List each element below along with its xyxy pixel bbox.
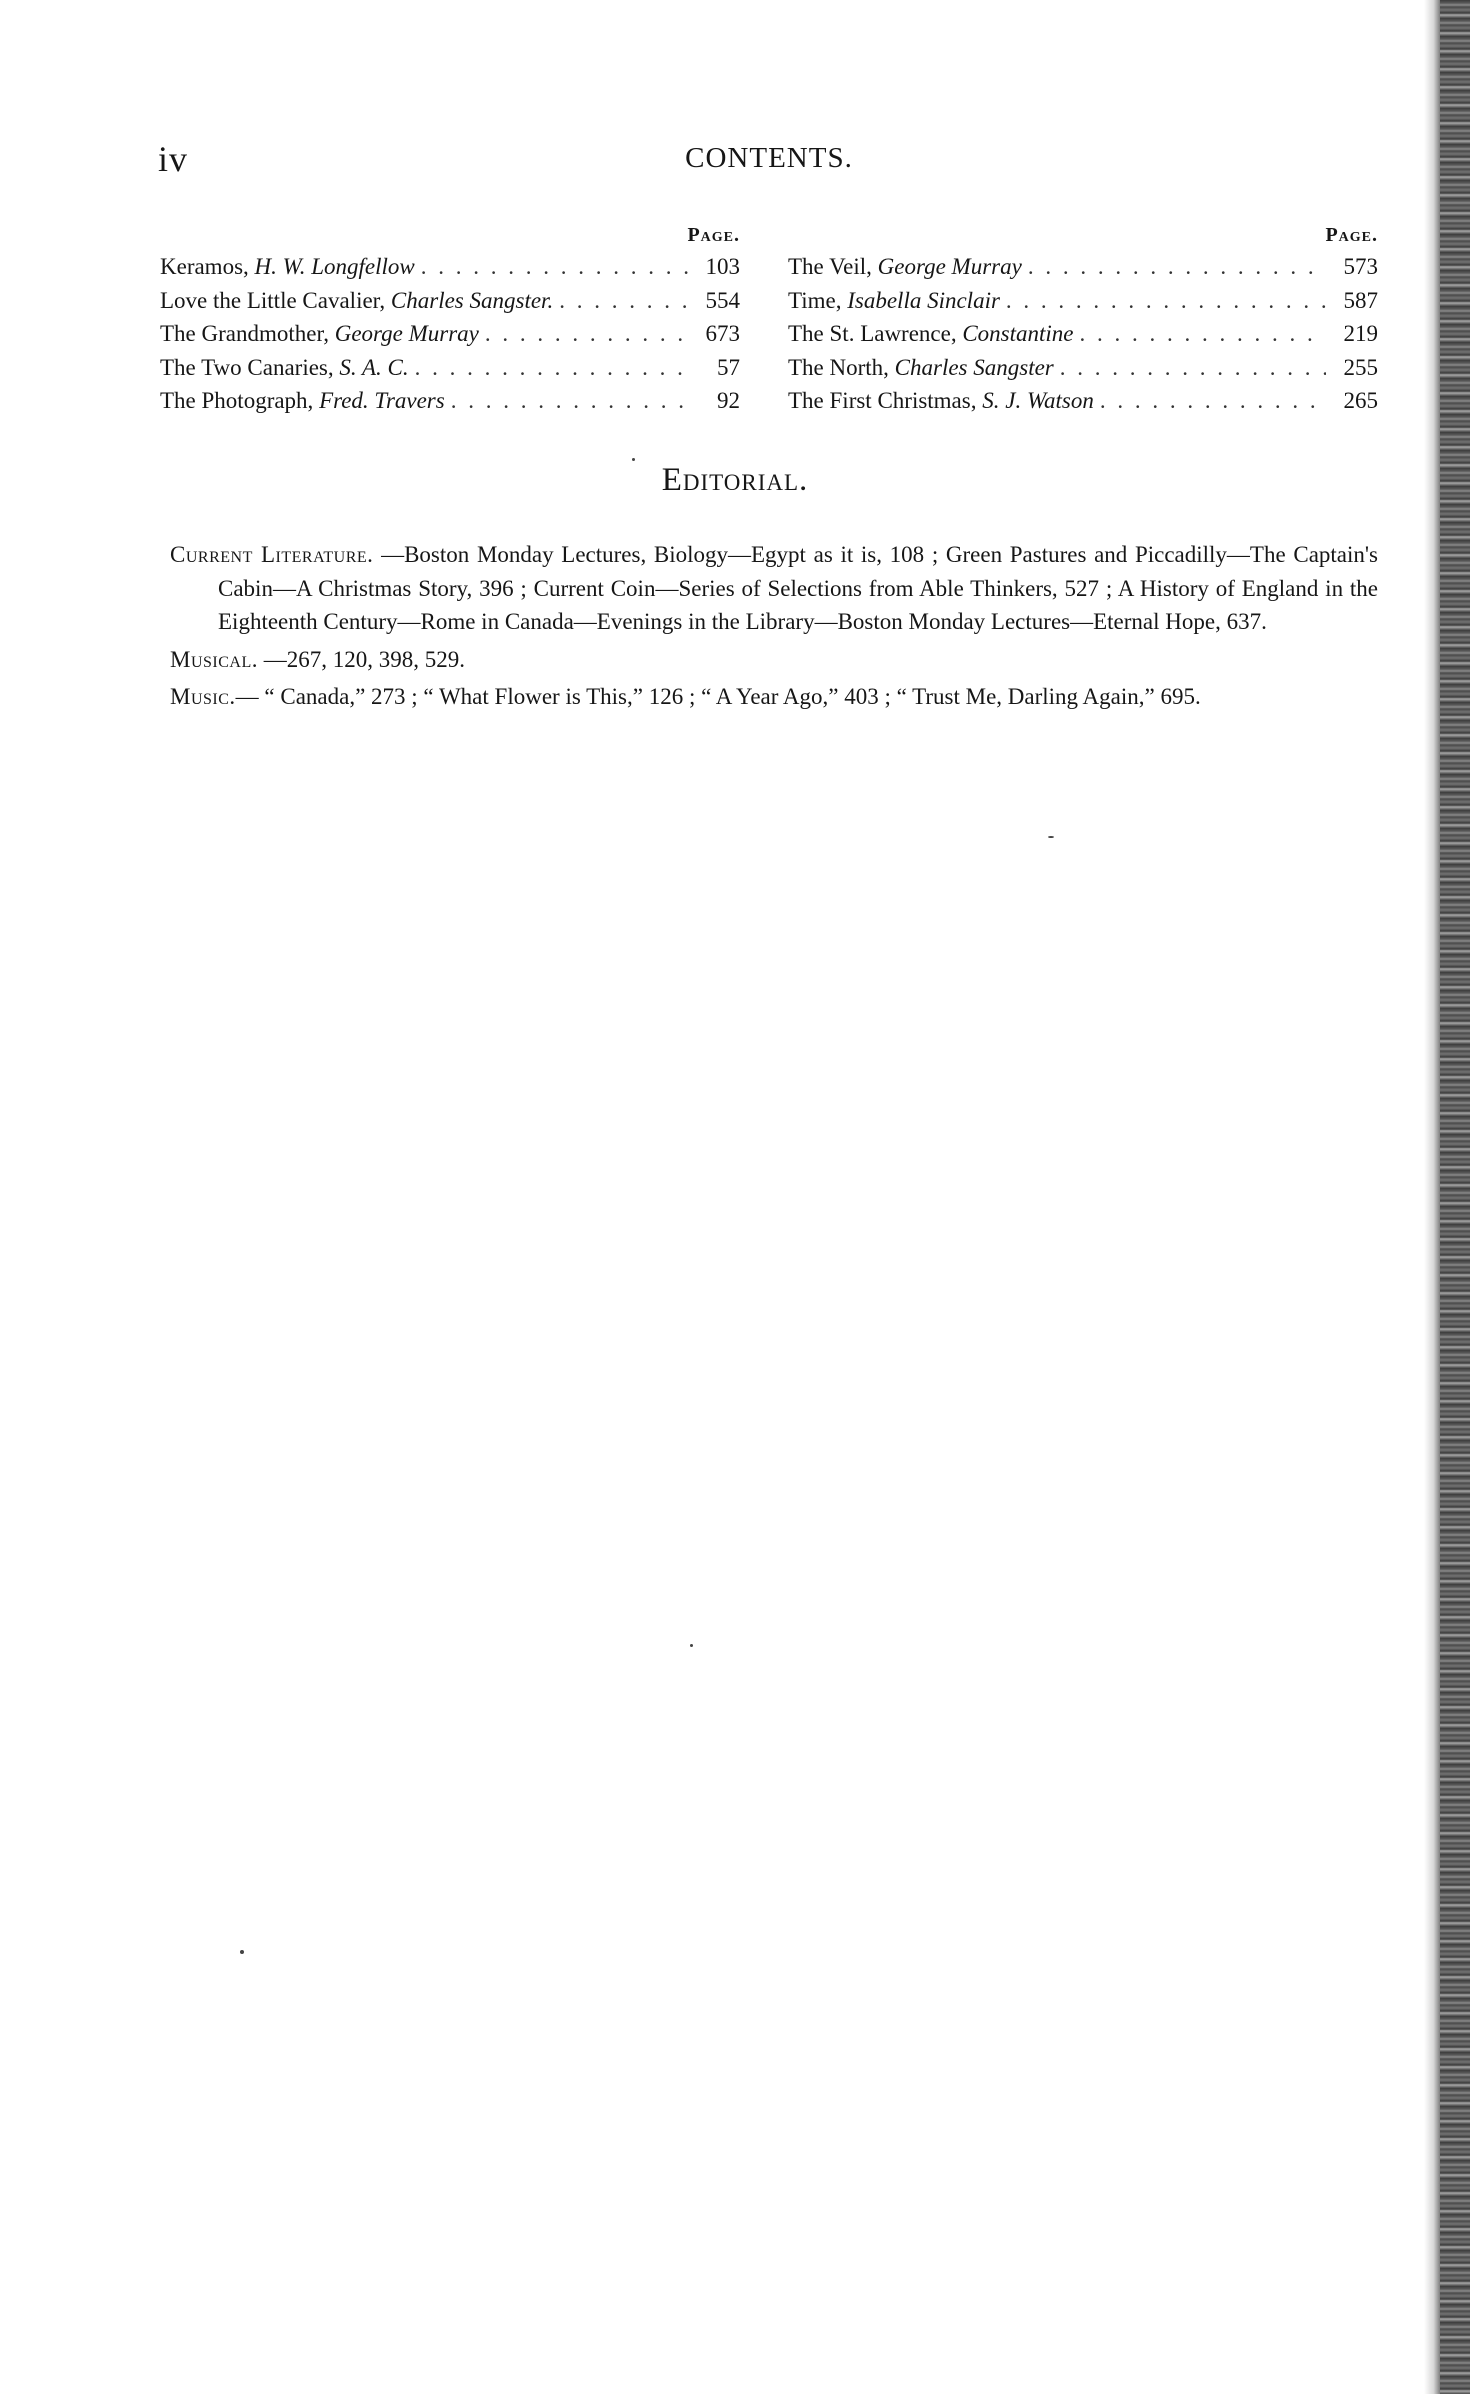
- entry-title: [788, 355, 1054, 381]
- entry-page-number: 587: [1343, 287, 1378, 313]
- entry-page-number: 554: [705, 287, 740, 313]
- entry-title: [788, 321, 1074, 347]
- leader-dots: [559, 288, 688, 314]
- contents-entry: [160, 321, 740, 355]
- entry-page-number: 573: [1343, 254, 1378, 279]
- contents-entry: [160, 388, 740, 422]
- editorial-entry-text: —Boston Monday Lectures, Biology—Egypt as it is, 108 ; Green Pastures and Piccadilly—The Captain's Cabin—A Christmas Story, 396 ; Current Coin—Series of Selections from Able Thinkers, 527 ; A History of England in the Eighteenth Century—Rome in Canada—Evenings in the Library—Boston Monday Lectures—Eternal Hope, 637.: [218, 542, 1378, 634]
- contents-list-left: [160, 254, 740, 422]
- leader-dots: [421, 254, 688, 280]
- leader-dots: [1060, 355, 1326, 381]
- entry-title: [160, 254, 415, 280]
- entry-title: [788, 254, 1022, 280]
- entry-work-title: The Photograph,: [160, 388, 320, 413]
- editorial-entry: [170, 680, 1378, 714]
- entry-author: Charles Sangster.: [390, 287, 554, 313]
- contents-entry: [788, 288, 1378, 322]
- leader-dots: [451, 388, 688, 414]
- leader-dots: [1006, 288, 1326, 314]
- leader-dots: [1028, 254, 1326, 280]
- contents-entry: [788, 355, 1378, 389]
- entry-work-title: Keramos,: [160, 254, 255, 279]
- editorial-body: [170, 538, 1378, 718]
- scan-speck: [240, 1950, 244, 1954]
- contents-entry: [788, 388, 1378, 422]
- section-heading-editorial: Editorial.: [661, 462, 809, 498]
- contents-column-left: [160, 224, 740, 422]
- page-column-label: Page.: [687, 224, 740, 246]
- contents-column-right: [788, 224, 1378, 422]
- entry-work-title: Time,: [788, 287, 848, 313]
- page-header: [158, 138, 1380, 188]
- contents-entry: [788, 321, 1378, 355]
- entry-page-number: 219: [1343, 321, 1378, 346]
- entry-author: Isabella Sinclair: [847, 287, 1000, 313]
- leader-dots: [1100, 388, 1326, 414]
- scan-speck: [1048, 836, 1054, 838]
- entry-work-title: The St. Lawrence,: [788, 321, 963, 346]
- entry-title: [788, 288, 1000, 314]
- entry-author: S. A. C.: [339, 354, 409, 380]
- entry-work-title: The Veil,: [788, 254, 878, 279]
- contents-entry: [160, 288, 740, 322]
- editorial-entry: [170, 538, 1378, 639]
- entry-title: [160, 388, 445, 414]
- leader-dots: [415, 355, 688, 381]
- contents-entry: [788, 254, 1378, 288]
- entry-work-title: Love the Little Cavalier,: [160, 287, 391, 313]
- editorial-entry-heading: Current Literature.: [170, 542, 374, 567]
- entry-author: George Murray: [334, 321, 479, 346]
- editorial-entry: [170, 643, 1378, 677]
- contents-list-right: [788, 254, 1378, 422]
- contents-entry: [160, 355, 740, 389]
- entry-author: Fred. Travers: [319, 388, 445, 413]
- leader-dots: [1080, 321, 1326, 347]
- entry-title: [160, 321, 479, 347]
- entry-page-number: 255: [1343, 354, 1378, 380]
- page-column-label: Page.: [1325, 224, 1378, 246]
- leader-dots: [485, 321, 688, 347]
- entry-work-title: The Grandmother,: [160, 321, 335, 346]
- scan-speck: [632, 458, 635, 461]
- page-number: iv: [158, 139, 189, 179]
- page-title: CONTENTS.: [685, 142, 853, 174]
- entry-page-number: 92: [717, 388, 740, 413]
- entry-work-title: The Two Canaries,: [160, 354, 340, 380]
- entry-author: Constantine: [962, 321, 1074, 346]
- contents-entry: [160, 254, 740, 288]
- entry-page-number: 103: [705, 254, 740, 279]
- editorial-entry-text: — “ Canada,” 273 ; “ What Flower is This,” 126 ; “ A Year Ago,” 403 ; “ Trust Me, Darling Again,” 695.: [235, 684, 1201, 709]
- entry-author: Charles Sangster: [894, 354, 1054, 380]
- entry-title: [160, 288, 553, 314]
- entry-page-number: 57: [717, 354, 740, 380]
- entry-work-title: The North,: [788, 354, 895, 380]
- scan-binding-edge: [1440, 0, 1470, 2394]
- entry-author: H. W. Longfellow: [254, 254, 415, 279]
- editorial-entry-heading: Music.: [170, 684, 236, 709]
- entry-title: [160, 355, 409, 381]
- editorial-entry-heading: Musical.: [170, 646, 258, 672]
- entry-work-title: The First Christmas,: [788, 388, 983, 413]
- entry-author: S. J. Watson: [982, 388, 1094, 413]
- entry-title: [788, 388, 1094, 414]
- entry-page-number: 673: [705, 321, 740, 346]
- entry-author: George Murray: [877, 254, 1022, 279]
- scan-speck: [690, 1644, 693, 1647]
- editorial-entry-text: —267, 120, 398, 529.: [257, 646, 465, 672]
- entry-page-number: 265: [1343, 388, 1378, 413]
